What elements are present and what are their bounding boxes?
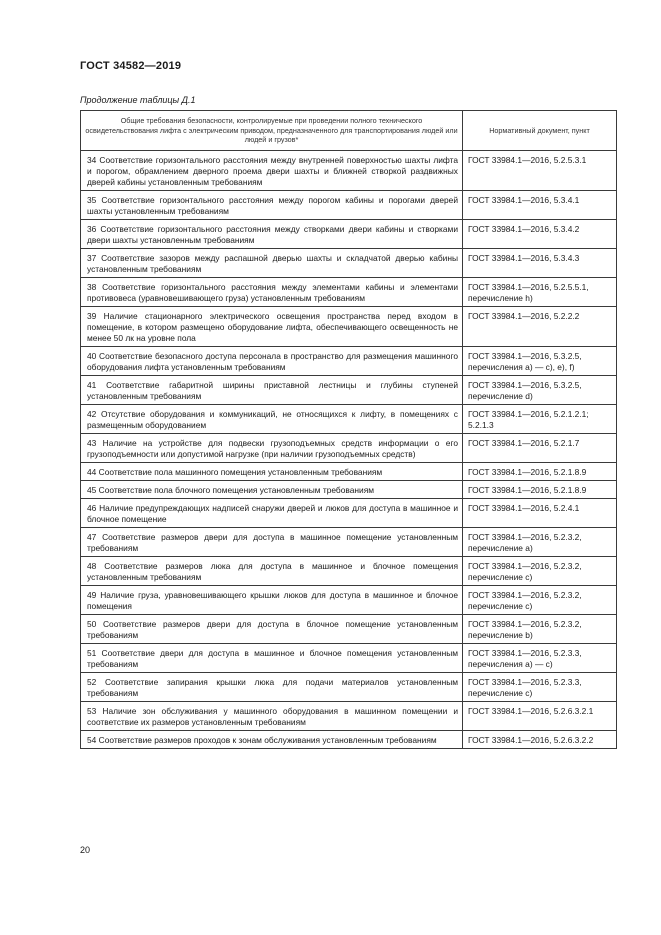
requirement-cell: 41 Соответствие габаритной ширины приставной лестницы и глубины ступеней установленным требованиям bbox=[81, 376, 463, 405]
table-caption: Продолжение таблицы Д.1 bbox=[80, 95, 196, 105]
reference-cell: ГОСТ 33984.1—2016, 5.2.1.2.1; 5.2.1.3 bbox=[463, 405, 617, 434]
requirement-cell: 52 Соответствие запирания крышки люка для подачи материалов установленным требованиям bbox=[81, 673, 463, 702]
requirement-cell: 40 Соответствие безопасного доступа персонала в пространство для размещения машинного оборудования лифта установленным требованиям bbox=[81, 347, 463, 376]
column-header-reference: Нормативный документ, пункт bbox=[463, 111, 617, 151]
table-row bbox=[81, 673, 617, 702]
requirement-cell: 36 Соответствие горизонтального расстояния между створками двери кабины и створками двери шахты установленным требованиям bbox=[81, 220, 463, 249]
table-row bbox=[81, 151, 617, 191]
requirement-cell: 44 Соответствие пола машинного помещения установленным требованиям bbox=[81, 463, 463, 481]
reference-cell: ГОСТ 33984.1—2016, 5.2.3.3, перечисление c) bbox=[463, 673, 617, 702]
table-row bbox=[81, 278, 617, 307]
reference-cell: ГОСТ 33984.1—2016, 5.2.2.2 bbox=[463, 307, 617, 347]
table-row bbox=[81, 586, 617, 615]
requirement-cell: 53 Наличие зон обслуживания у машинного оборудования в машинном помещении и соответствие их размеров установленным требованиям bbox=[81, 702, 463, 731]
column-header-requirements: Общие требования безопасности, контролируемые при проведении полного технического освидетельствования лифта с электрическим приводом, предназначенного для транспортирования людей или людей и грузов* bbox=[81, 111, 463, 151]
table-row bbox=[81, 249, 617, 278]
table-row bbox=[81, 702, 617, 731]
reference-cell: ГОСТ 33984.1—2016, 5.2.5.3.1 bbox=[463, 151, 617, 191]
table-row bbox=[81, 405, 617, 434]
requirement-cell: 48 Соответствие размеров люка для доступа в машинное и блочное помещения установленным требованиям bbox=[81, 557, 463, 586]
table-row bbox=[81, 307, 617, 347]
table-row bbox=[81, 557, 617, 586]
page-number: 20 bbox=[80, 845, 91, 855]
table-row bbox=[81, 481, 617, 499]
requirement-cell: 50 Соответствие размеров двери для доступа в блочное помещение установленным требованиям bbox=[81, 615, 463, 644]
table-row bbox=[81, 376, 617, 405]
table-row bbox=[81, 615, 617, 644]
reference-cell: ГОСТ 33984.1—2016, 5.2.3.2, перечисление c) bbox=[463, 586, 617, 615]
requirement-cell: 35 Соответствие горизонтального расстояния между порогом кабины и порогами дверей шахты установленным требованиям bbox=[81, 191, 463, 220]
table-row bbox=[81, 220, 617, 249]
requirement-cell: 38 Соответствие горизонтального расстояния между элементами кабины и элементами противовеса (уравновешивающего груза) установленным требованиям bbox=[81, 278, 463, 307]
reference-cell: ГОСТ 33984.1—2016, 5.2.1.8.9 bbox=[463, 463, 617, 481]
reference-cell: ГОСТ 33984.1—2016, 5.3.2.5, перечисления a) — c), e), f) bbox=[463, 347, 617, 376]
reference-cell: ГОСТ 33984.1—2016, 5.2.6.3.2.1 bbox=[463, 702, 617, 731]
table-row bbox=[81, 463, 617, 481]
table-row bbox=[81, 528, 617, 557]
table-row bbox=[81, 731, 617, 749]
table-row bbox=[81, 644, 617, 673]
reference-cell: ГОСТ 33984.1—2016, 5.3.4.2 bbox=[463, 220, 617, 249]
requirement-cell: 54 Соответствие размеров проходов к зонам обслуживания установленным требованиям bbox=[81, 731, 463, 749]
reference-cell: ГОСТ 33984.1—2016, 5.2.3.2, перечисление b) bbox=[463, 615, 617, 644]
reference-cell: ГОСТ 33984.1—2016, 5.2.4.1 bbox=[463, 499, 617, 528]
table-body bbox=[81, 151, 617, 749]
reference-cell: ГОСТ 33984.1—2016, 5.2.3.2, перечисление a) bbox=[463, 528, 617, 557]
table-row bbox=[81, 434, 617, 463]
requirements-table bbox=[80, 110, 617, 749]
requirement-cell: 46 Наличие предупреждающих надписей снаружи дверей и люков для доступа в машинное и блочное помещение bbox=[81, 499, 463, 528]
requirement-cell: 42 Отсутствие оборудования и коммуникаций, не относящихся к лифту, в помещениях с размещенным оборудованием bbox=[81, 405, 463, 434]
reference-cell: ГОСТ 33984.1—2016, 5.2.6.3.2.2 bbox=[463, 731, 617, 749]
table-row bbox=[81, 347, 617, 376]
requirement-cell: 51 Соответствие двери для доступа в машинное и блочное помещения установленным требованиям bbox=[81, 644, 463, 673]
table-row bbox=[81, 499, 617, 528]
document-title: ГОСТ 34582—2019 bbox=[80, 60, 182, 72]
reference-cell: ГОСТ 33984.1—2016, 5.3.2.5, перечисление d) bbox=[463, 376, 617, 405]
requirement-cell: 43 Наличие на устройстве для подвески грузоподъемных средств информации о его грузоподъемности или допустимой нагрузке (при наличии грузоподъемных средств) bbox=[81, 434, 463, 463]
reference-cell: ГОСТ 33984.1—2016, 5.2.3.3, перечисления a) — c) bbox=[463, 644, 617, 673]
requirement-cell: 45 Соответствие пола блочного помещения установленным требованиям bbox=[81, 481, 463, 499]
requirement-cell: 49 Наличие груза, уравновешивающего крышки люков для доступа в машинное и блочное помещения bbox=[81, 586, 463, 615]
requirement-cell: 39 Наличие стационарного электрического освещения пространства перед входом в помещение, в котором размещено оборудование лифта, обеспечивающего освещенность не менее 50 лк на уровне пола bbox=[81, 307, 463, 347]
reference-cell: ГОСТ 33984.1—2016, 5.3.4.1 bbox=[463, 191, 617, 220]
reference-cell: ГОСТ 33984.1—2016, 5.2.1.7 bbox=[463, 434, 617, 463]
table-row bbox=[81, 191, 617, 220]
reference-cell: ГОСТ 33984.1—2016, 5.2.1.8.9 bbox=[463, 481, 617, 499]
table-header-row bbox=[81, 111, 617, 151]
reference-cell: ГОСТ 33984.1—2016, 5.2.5.5.1, перечисление h) bbox=[463, 278, 617, 307]
reference-cell: ГОСТ 33984.1—2016, 5.2.3.2, перечисление c) bbox=[463, 557, 617, 586]
requirement-cell: 37 Соответствие зазоров между распашной дверью шахты и складчатой дверью кабины установленным требованиям bbox=[81, 249, 463, 278]
requirement-cell: 47 Соответствие размеров двери для доступа в машинное помещение установленным требованиям bbox=[81, 528, 463, 557]
reference-cell: ГОСТ 33984.1—2016, 5.3.4.3 bbox=[463, 249, 617, 278]
requirement-cell: 34 Соответствие горизонтального расстояния между внутренней поверхностью шахты лифта и порогом, обрамлением дверного проема двери шахты и ближней створкой раздвижных дверей кабины установленным требованиям bbox=[81, 151, 463, 191]
